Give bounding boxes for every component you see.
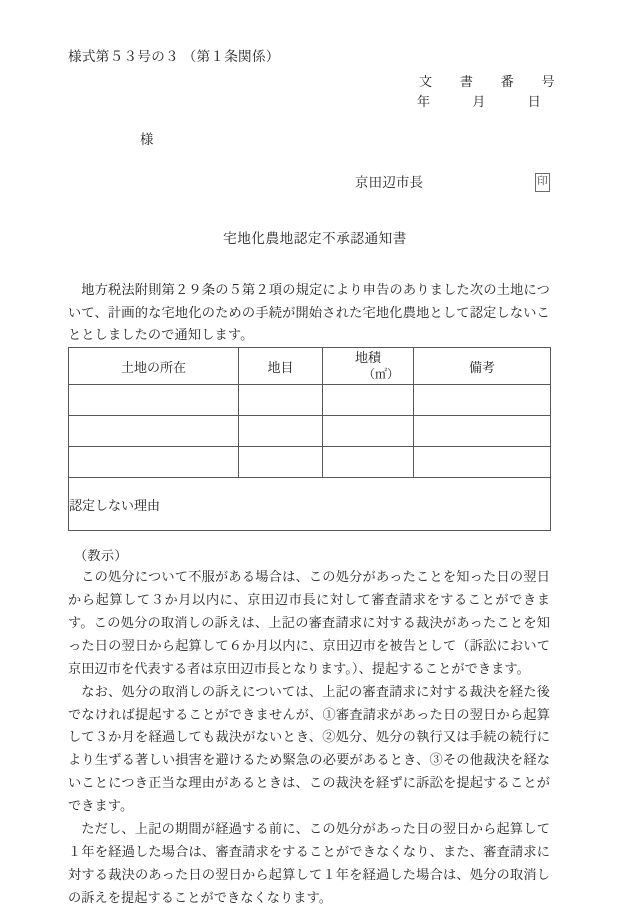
addressee-line: 様 xyxy=(140,132,154,147)
cell-location[interactable] xyxy=(69,385,239,416)
table-row xyxy=(69,447,551,478)
instructions-heading: （教示） xyxy=(73,548,128,563)
column-header-remarks: 備考 xyxy=(414,348,551,385)
document-meta-block xyxy=(417,72,562,113)
instructions-paragraph-2: なお、処分の取消しの訴えについては、上記の審査請求に対する裁決を経た後でなければ提起することができませんが、①審査請求があった日の翌日から起算して３か月を経過しても裁決がないとき、②処分、処分の執行又は手続の続行により生ずる著しい損害を避けるため緊急の必要があるとき、③その他裁決を経ないことにつき正当な理由があるときは、この裁決を経ずに訴訟を提起することができます。 xyxy=(68,683,550,814)
document-title: 宅地化農地認定不承認通知書 xyxy=(223,231,407,246)
instructions-section xyxy=(68,545,550,910)
column-header-area xyxy=(323,348,414,385)
issuer-row xyxy=(355,173,550,192)
cell-location[interactable] xyxy=(69,416,239,447)
cell-area[interactable] xyxy=(323,416,414,447)
table-row xyxy=(69,416,551,447)
form-number: 様式第５３号の３ （第１条関係） xyxy=(68,49,280,64)
cell-remarks[interactable] xyxy=(414,385,551,416)
table-header-row xyxy=(69,348,551,385)
cell-location[interactable] xyxy=(69,447,239,478)
column-header-area-label: 地積 xyxy=(354,350,381,366)
reason-label: 認定しない理由 xyxy=(69,497,161,513)
cell-area[interactable] xyxy=(323,447,414,478)
document-number-label: 文 書 番 号 xyxy=(418,74,562,89)
column-header-area-unit: （㎡） xyxy=(362,366,399,381)
cell-land-category[interactable] xyxy=(239,385,323,416)
cell-remarks[interactable] xyxy=(414,447,551,478)
reason-field[interactable] xyxy=(69,478,551,531)
cell-area[interactable] xyxy=(323,385,414,416)
cell-land-category[interactable] xyxy=(239,447,323,478)
cell-remarks[interactable] xyxy=(414,416,551,447)
issuer-name: 京田辺市長 xyxy=(355,174,424,190)
table-row xyxy=(69,385,551,416)
column-header-location: 土地の所在 xyxy=(69,348,239,385)
seal-stamp-box: 印 xyxy=(535,173,550,192)
intro-paragraph: 地方税法附則第２９条の５第２項の規定により申告のありました次の土地について、計画的な宅地化のための手続が開始された宅地化農地として認定しないこととしましたので通知します。 xyxy=(68,282,550,343)
instructions-paragraph-1: この処分について不服がある場合は、この処分があったことを知った日の翌日から起算して３か月以内に、京田辺市長に対して審査請求をすることができます。この処分の取消しの訴えは、上記の審査請求に対する裁決があったことを知った日の翌日から起算して６か月以内に、京田辺市を被告として（訴訟において京田辺市を代表する者は京田辺市長となります。）、提起することができます。 xyxy=(68,569,550,676)
land-table xyxy=(68,347,551,531)
document-date-label: 年 月 日 xyxy=(416,94,542,110)
reason-row xyxy=(69,478,551,531)
cell-land-category[interactable] xyxy=(239,416,323,447)
column-header-land-category: 地目 xyxy=(239,348,323,385)
instructions-paragraph-3: ただし、上記の期間が経過する前に、この処分があった日の翌日から起算して１年を経過した場合は、審査請求をすることができなくなり、また、審査請求に対する裁決のあった日の翌日から起算して１年を経過した場合は、処分の取消しの訴えを提起することができなくなります。 xyxy=(68,821,550,905)
